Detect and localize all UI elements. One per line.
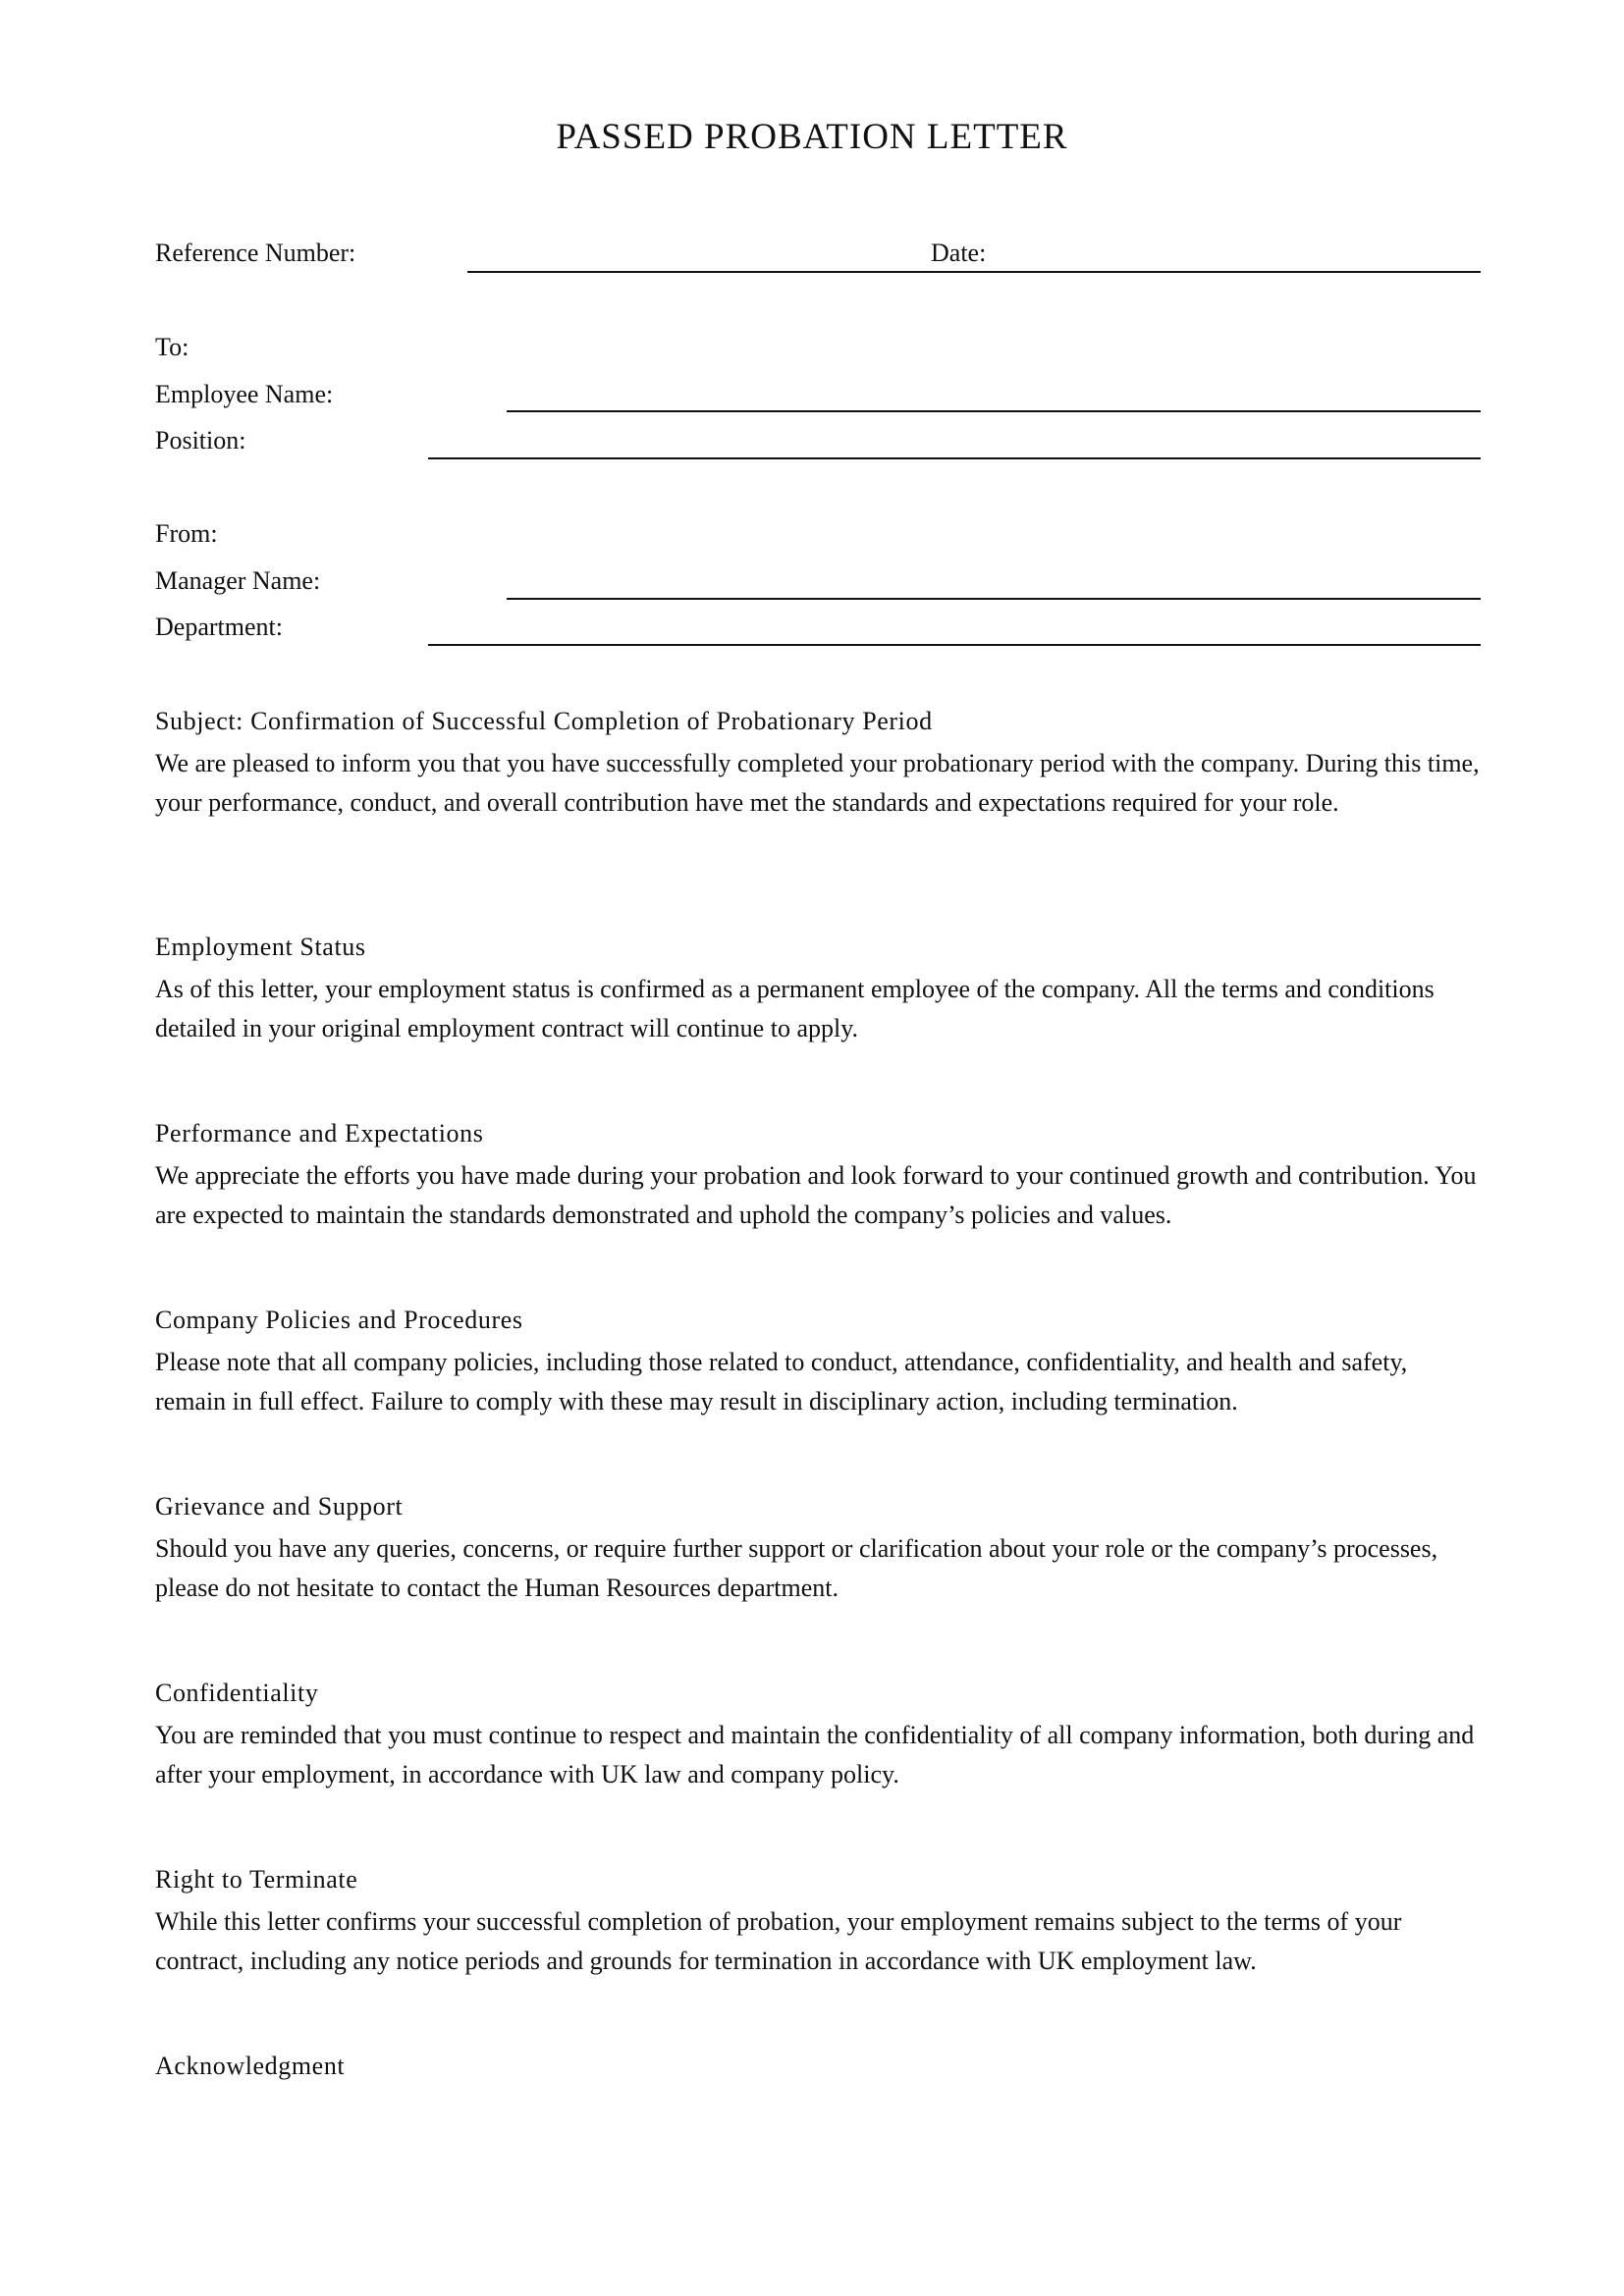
reference-date-line[interactable] (467, 271, 1481, 273)
department-label: Department: (155, 613, 283, 641)
employee-name-line[interactable] (507, 410, 1481, 412)
section-subject (155, 705, 1481, 823)
section-body: We appreciate the efforts you have made during your probation and look forward to your continued growth and contribution. You are expected to maintain the standards demonstrated and uphold the company’s policies and values. (155, 1161, 1477, 1229)
section-performance (155, 1117, 1481, 1235)
section-heading: Acknowledgment (155, 2052, 346, 2080)
section-heading: Subject: Confirmation of Successful Completion of Probationary Period (155, 707, 933, 735)
reference-number-label: Reference Number: (155, 239, 356, 267)
manager-name-line[interactable] (507, 598, 1481, 600)
section-body: You are reminded that you must continue to respect and maintain the confidentiality of all company information, both during and after your employment, in accordance with UK law and company policy. (155, 1721, 1475, 1789)
to-label: To: (155, 333, 189, 361)
section-body: While this letter confirms your successful completion of probation, your employment remains subject to the terms of your contract, including any notice periods and grounds for termination in accordance with UK employment law. (155, 1907, 1402, 1975)
employee-name-label: Employee Name: (155, 380, 334, 408)
section-heading: Performance and Expectations (155, 1119, 484, 1148)
position-label: Position: (155, 426, 246, 454)
from-label: From: (155, 519, 218, 548)
section-grievance (155, 1490, 1481, 1608)
section-company-policies (155, 1304, 1481, 1421)
section-body: We are pleased to inform you that you have successfully completed your probationary period with the company. During this time, your performance, conduct, and overall contribution have met the standards and expectations required for your role. (155, 749, 1480, 817)
section-right-to-terminate (155, 1863, 1481, 1981)
section-heading: Right to Terminate (155, 1865, 358, 1894)
section-heading: Confidentiality (155, 1679, 319, 1707)
section-heading: Company Policies and Procedures (155, 1306, 523, 1334)
date-label: Date: (931, 239, 987, 267)
manager-name-label: Manager Name: (155, 566, 321, 595)
section-confidentiality (155, 1677, 1481, 1794)
section-body: Please note that all company policies, including those related to conduct, attendance, confidentiality, and health and safety, remain in full effect. Failure to comply with these may result in disciplinary action, including termination. (155, 1348, 1408, 1415)
page-title: PASSED PROBATION LETTER (556, 117, 1068, 157)
section-heading: Employment Status (155, 933, 366, 961)
position-line[interactable] (428, 457, 1481, 459)
section-heading: Grievance and Support (155, 1492, 404, 1521)
section-body: As of this letter, your employment status is confirmed as a permanent employee of the company. All the terms and conditions detailed in your original employment contract will continue to apply. (155, 975, 1435, 1042)
section-body: Should you have any queries, concerns, or require further support or clarification about your role or the company’s processes, please do not hesitate to contact the Human Resources department. (155, 1534, 1438, 1602)
section-acknowledgment (155, 2050, 1481, 2083)
department-line[interactable] (428, 644, 1481, 646)
section-employment-status (155, 931, 1481, 1048)
